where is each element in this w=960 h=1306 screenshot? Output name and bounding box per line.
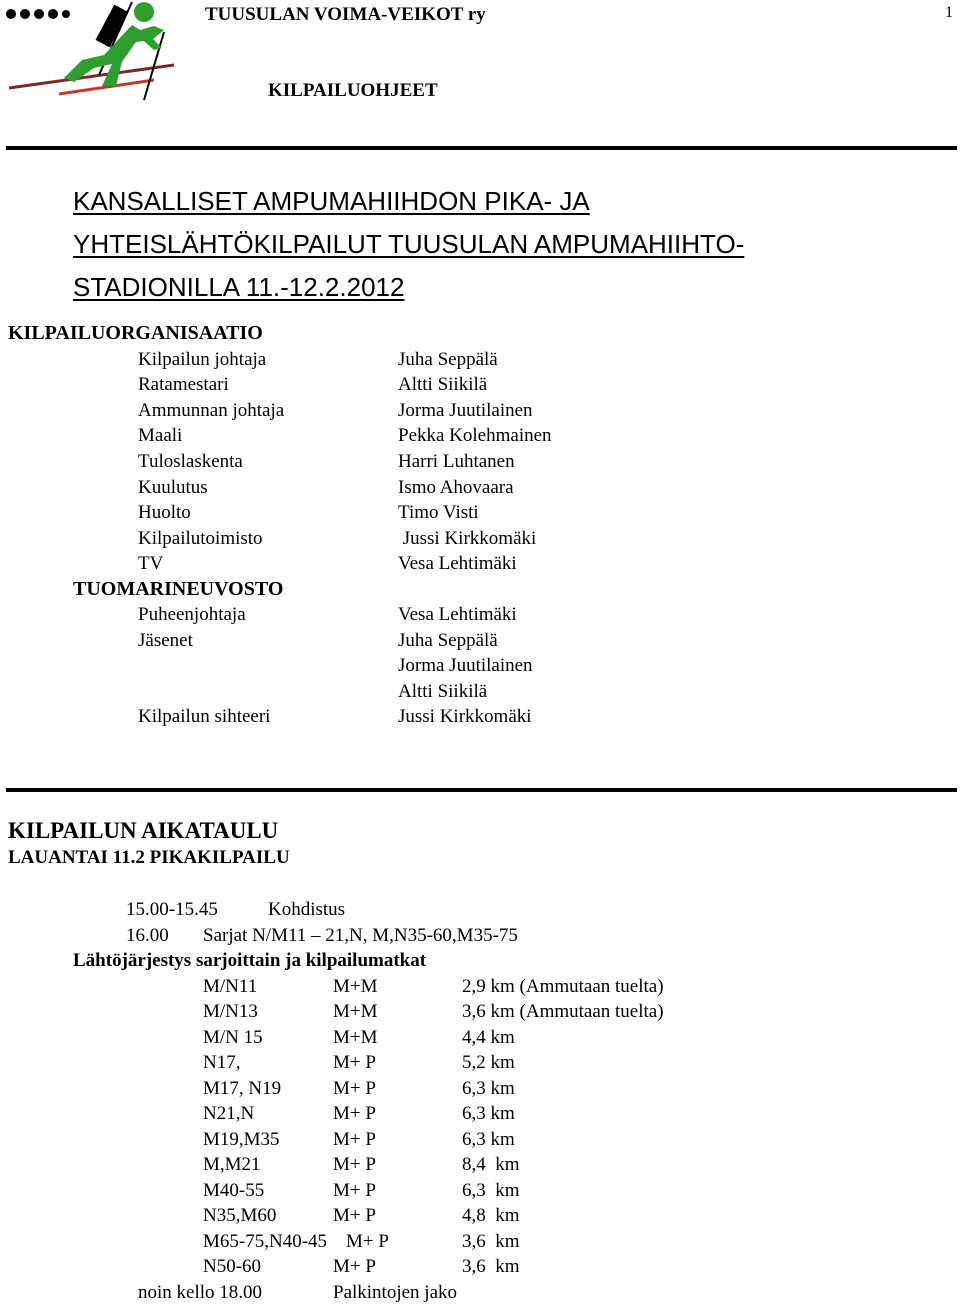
page-number: 1 (945, 4, 953, 21)
class-cell: M40-55 (203, 1180, 265, 1201)
distance-cell: 4,4 km (462, 1027, 515, 1048)
class-cell: N21,N (203, 1103, 255, 1124)
class-cell: M17, N19 (203, 1078, 282, 1099)
role-name: Altti Siikilä (398, 681, 488, 702)
shooting-cell: M+ P (333, 1078, 376, 1099)
role-label: Ammunnan johtaja (138, 400, 285, 421)
shooting-cell: M+M (333, 1001, 378, 1022)
class-cell: M,M21 (203, 1154, 261, 1175)
document-type: KILPAILUOHJEET (268, 80, 438, 101)
role-name: Juha Seppälä (398, 630, 498, 651)
awards-time: noin kello 18.00 (138, 1282, 263, 1303)
role-name: Jorma Juutilainen (398, 655, 533, 676)
awards-label: Palkintojen jako (333, 1282, 458, 1303)
role-label: Jäsenet (138, 630, 193, 651)
club-logo (4, 0, 179, 113)
role-label: Huolto (138, 502, 191, 523)
role-label: Kilpailutoimisto (138, 528, 263, 549)
shooting-cell: M+ P (333, 1154, 376, 1175)
class-cell: M65-75,N40-45 (203, 1231, 328, 1252)
role-label: Ratamestari (138, 374, 229, 395)
role-label: Kilpailun sihteeri (138, 706, 271, 727)
shooting-cell: M+M (333, 976, 378, 997)
role-name: Jussi Kirkkomäki (398, 706, 532, 727)
shooting-cell: M+M (333, 1027, 378, 1048)
role-label: Tuloslaskenta (138, 451, 243, 472)
start-label: Sarjat N/M11 – 21,N, M,N35-60,M35-75 (203, 925, 518, 946)
shooting-cell: M+ P (346, 1231, 389, 1252)
title-line-2: YHTEISLÄHTÖKILPAILUT TUUSULAN AMPUMAHIIHTO- (73, 229, 745, 259)
distance-cell: 8,4 km (462, 1154, 520, 1175)
role-name: Jussi Kirkkomäki (398, 528, 537, 549)
shooting-cell: M+ P (333, 1129, 376, 1150)
role-name: Altti Siikilä (398, 374, 488, 395)
role-name: Timo Visti (398, 502, 479, 523)
role-name: Harri Luhtanen (398, 451, 515, 472)
title-line-1: KANSALLISET AMPUMAHIIHDON PIKA- JA (73, 186, 590, 216)
class-cell: N17, (203, 1052, 241, 1073)
class-cell: M/N13 (203, 1001, 258, 1022)
schedule-heading: KILPAILUN AIKATAULU (8, 818, 279, 843)
role-name: Ismo Ahovaara (398, 477, 514, 498)
zeroing-time: 15.00-15.45 (126, 899, 218, 920)
jury-heading: TUOMARINEUVOSTO (73, 578, 284, 600)
distance-cell: 6,3 km (462, 1078, 515, 1099)
role-name: Jorma Juutilainen (398, 400, 533, 421)
start-time: 16.00 (126, 925, 169, 946)
distance-cell: 6,3 km (462, 1180, 520, 1201)
biathlon-skier-icon (4, 0, 179, 108)
role-label: Maali (138, 425, 183, 446)
distance-cell: 6,3 km (462, 1103, 515, 1124)
header-divider (6, 146, 957, 150)
role-label: TV (138, 553, 164, 574)
shooting-cell: M+ P (333, 1256, 376, 1277)
role-name: Juha Seppälä (398, 349, 498, 370)
organization-heading: KILPAILUORGANISAATIO (8, 322, 263, 344)
shooting-cell: M+ P (333, 1103, 376, 1124)
shooting-cell: M+ P (333, 1205, 376, 1226)
class-cell: M/N11 (203, 976, 258, 997)
class-cell: N35,M60 (203, 1205, 277, 1226)
club-name: TUUSULAN VOIMA-VEIKOT ry (205, 4, 486, 25)
class-cell: N50-60 (203, 1256, 262, 1277)
role-label: Puheenjohtaja (138, 604, 246, 625)
class-cell: M/N 15 (203, 1027, 263, 1048)
distance-cell: 5,2 km (462, 1052, 515, 1073)
role-label: Kuulutus (138, 477, 208, 498)
distance-cell: 3,6 km (462, 1231, 520, 1252)
shooting-cell: M+ P (333, 1180, 376, 1201)
distance-cell: 6,3 km (462, 1129, 515, 1150)
distance-cell: 3,6 km (462, 1256, 520, 1277)
section-divider (6, 788, 957, 792)
role-name: Vesa Lehtimäki (398, 553, 517, 574)
title-line-3: STADIONILLA 11.-12.2.2012 (73, 272, 405, 302)
distance-cell: 2,9 km (Ammutaan tuelta) (462, 976, 664, 997)
day-heading: LAUANTAI 11.2 PIKAKILPAILU (8, 847, 290, 868)
role-name: Pekka Kolehmainen (398, 425, 552, 446)
zeroing-label: Kohdistus (268, 899, 346, 920)
distance-cell: 3,6 km (Ammutaan tuelta) (462, 1001, 664, 1022)
class-cell: M19,M35 (203, 1129, 280, 1150)
shooting-cell: M+ P (333, 1052, 376, 1073)
role-label: Kilpailun johtaja (138, 349, 267, 370)
start-order-heading: Lähtöjärjestys sarjoittain ja kilpailumatkat (73, 950, 427, 971)
distance-cell: 4,8 km (462, 1205, 520, 1226)
role-name: Vesa Lehtimäki (398, 604, 517, 625)
